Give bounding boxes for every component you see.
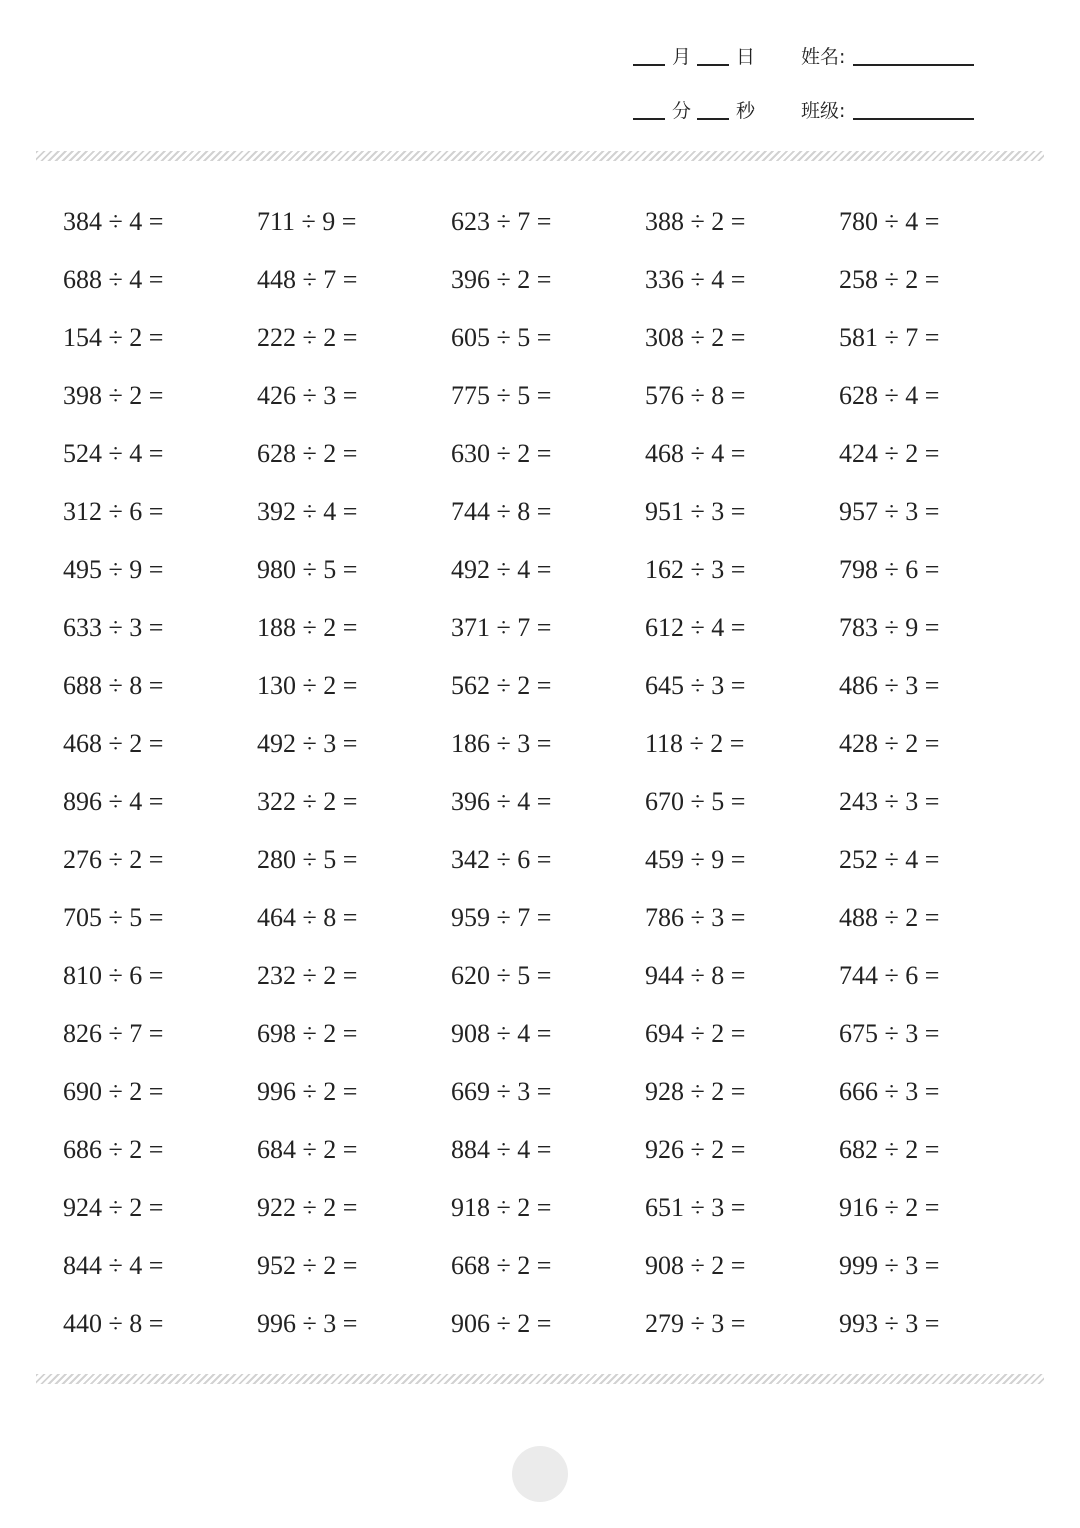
division-problem: 186 ÷ 3 = xyxy=(451,729,552,758)
division-problem: 488 ÷ 2 = xyxy=(839,903,940,932)
division-problem: 952 ÷ 2 = xyxy=(257,1251,358,1280)
division-problem: 996 ÷ 2 = xyxy=(257,1077,358,1106)
division-problem: 999 ÷ 3 = xyxy=(839,1251,940,1280)
division-problem: 162 ÷ 3 = xyxy=(645,555,746,584)
division-problem: 464 ÷ 8 = xyxy=(257,903,358,932)
class-blank[interactable] xyxy=(853,118,974,120)
month-label: 月 xyxy=(672,46,692,68)
division-problem: 959 ÷ 7 = xyxy=(451,903,552,932)
division-problem: 980 ÷ 5 = xyxy=(257,555,358,584)
division-problem: 459 ÷ 9 = xyxy=(645,845,746,874)
division-problem: 690 ÷ 2 = xyxy=(63,1077,164,1106)
division-problem: 651 ÷ 3 = xyxy=(645,1193,746,1222)
name-blank[interactable] xyxy=(853,64,974,66)
division-problem: 744 ÷ 8 = xyxy=(451,497,552,526)
division-problem: 916 ÷ 2 = xyxy=(839,1193,940,1222)
day-label: 日 xyxy=(736,46,756,68)
day-blank[interactable] xyxy=(697,64,729,66)
division-problem: 744 ÷ 6 = xyxy=(839,961,940,990)
division-problem: 924 ÷ 2 = xyxy=(63,1193,164,1222)
division-problem: 786 ÷ 3 = xyxy=(645,903,746,932)
division-problem: 628 ÷ 2 = xyxy=(257,439,358,468)
division-problem: 996 ÷ 3 = xyxy=(257,1309,358,1338)
division-problem: 371 ÷ 7 = xyxy=(451,613,552,642)
division-problem: 844 ÷ 4 = xyxy=(63,1251,164,1280)
division-problem: 884 ÷ 4 = xyxy=(451,1135,552,1164)
division-problem: 908 ÷ 2 = xyxy=(645,1251,746,1280)
division-problem: 396 ÷ 2 = xyxy=(451,265,552,294)
division-problem: 705 ÷ 5 = xyxy=(63,903,164,932)
division-problem: 688 ÷ 8 = xyxy=(63,671,164,700)
division-problem: 798 ÷ 6 = xyxy=(839,555,940,584)
division-problem: 308 ÷ 2 = xyxy=(645,323,746,352)
month-blank[interactable] xyxy=(633,64,665,66)
division-problem: 581 ÷ 7 = xyxy=(839,323,940,352)
division-problem: 468 ÷ 4 = xyxy=(645,439,746,468)
division-problem: 645 ÷ 3 = xyxy=(645,671,746,700)
division-problem: 280 ÷ 5 = xyxy=(257,845,358,874)
division-problem: 926 ÷ 2 = xyxy=(645,1135,746,1164)
worksheet-header xyxy=(630,38,990,138)
division-problem: 486 ÷ 3 = xyxy=(839,671,940,700)
division-problem: 620 ÷ 5 = xyxy=(451,961,552,990)
division-problem: 957 ÷ 3 = xyxy=(839,497,940,526)
division-problem: 232 ÷ 2 = xyxy=(257,961,358,990)
division-problem: 686 ÷ 2 = xyxy=(63,1135,164,1164)
division-problem: 243 ÷ 3 = xyxy=(839,787,940,816)
division-problem: 426 ÷ 3 = xyxy=(257,381,358,410)
division-problem: 628 ÷ 4 = xyxy=(839,381,940,410)
division-problem: 826 ÷ 7 = xyxy=(63,1019,164,1048)
second-label: 秒 xyxy=(736,100,756,122)
page-indicator xyxy=(512,1446,568,1502)
division-problem: 524 ÷ 4 = xyxy=(63,439,164,468)
division-problem: 562 ÷ 2 = xyxy=(451,671,552,700)
second-blank[interactable] xyxy=(697,118,729,120)
division-problem: 951 ÷ 3 = xyxy=(645,497,746,526)
division-problem: 896 ÷ 4 = xyxy=(63,787,164,816)
division-problem: 440 ÷ 8 = xyxy=(63,1309,164,1338)
division-problem: 668 ÷ 2 = xyxy=(451,1251,552,1280)
division-problem: 922 ÷ 2 = xyxy=(257,1193,358,1222)
division-problem: 388 ÷ 2 = xyxy=(645,207,746,236)
division-problem: 428 ÷ 2 = xyxy=(839,729,940,758)
division-problem: 711 ÷ 9 = xyxy=(257,207,357,236)
division-problem: 468 ÷ 2 = xyxy=(63,729,164,758)
division-problem: 944 ÷ 8 = xyxy=(645,961,746,990)
division-problem: 908 ÷ 4 = xyxy=(451,1019,552,1048)
division-problem: 682 ÷ 2 = xyxy=(839,1135,940,1164)
division-problem: 993 ÷ 3 = xyxy=(839,1309,940,1338)
division-problem: 630 ÷ 2 = xyxy=(451,439,552,468)
division-problem: 342 ÷ 6 = xyxy=(451,845,552,874)
division-problem: 783 ÷ 9 = xyxy=(839,613,940,642)
division-problem: 384 ÷ 4 = xyxy=(63,207,164,236)
division-problem: 492 ÷ 4 = xyxy=(451,555,552,584)
division-problem: 605 ÷ 5 = xyxy=(451,323,552,352)
division-problem: 669 ÷ 3 = xyxy=(451,1077,552,1106)
division-problem: 698 ÷ 2 = xyxy=(257,1019,358,1048)
division-problem: 448 ÷ 7 = xyxy=(257,265,358,294)
division-problem: 623 ÷ 7 = xyxy=(451,207,552,236)
division-problem: 258 ÷ 2 = xyxy=(839,265,940,294)
division-problem: 130 ÷ 2 = xyxy=(257,671,358,700)
division-problem: 312 ÷ 6 = xyxy=(63,497,164,526)
division-problem: 612 ÷ 4 = xyxy=(645,613,746,642)
division-problem: 906 ÷ 2 = xyxy=(451,1309,552,1338)
division-problem: 492 ÷ 3 = xyxy=(257,729,358,758)
division-problem: 398 ÷ 2 = xyxy=(63,381,164,410)
minute-blank[interactable] xyxy=(633,118,665,120)
division-problem: 424 ÷ 2 = xyxy=(839,439,940,468)
division-problem-grid xyxy=(63,196,1043,1356)
division-problem: 918 ÷ 2 = xyxy=(451,1193,552,1222)
division-problem: 684 ÷ 2 = xyxy=(257,1135,358,1164)
division-problem: 396 ÷ 4 = xyxy=(451,787,552,816)
division-problem: 780 ÷ 4 = xyxy=(839,207,940,236)
division-problem: 154 ÷ 2 = xyxy=(63,323,164,352)
name-label: 姓名: xyxy=(801,46,846,68)
division-problem: 775 ÷ 5 = xyxy=(451,381,552,410)
division-problem: 392 ÷ 4 = xyxy=(257,497,358,526)
division-problem: 252 ÷ 4 = xyxy=(839,845,940,874)
division-problem: 666 ÷ 3 = xyxy=(839,1077,940,1106)
division-problem: 336 ÷ 4 = xyxy=(645,265,746,294)
class-label: 班级: xyxy=(801,100,846,122)
bottom-divider xyxy=(36,1374,1044,1384)
division-problem: 928 ÷ 2 = xyxy=(645,1077,746,1106)
division-problem: 688 ÷ 4 = xyxy=(63,265,164,294)
division-problem: 222 ÷ 2 = xyxy=(257,323,358,352)
top-divider xyxy=(36,151,1044,161)
division-problem: 670 ÷ 5 = xyxy=(645,787,746,816)
division-problem: 118 ÷ 2 = xyxy=(645,729,745,758)
division-problem: 694 ÷ 2 = xyxy=(645,1019,746,1048)
division-problem: 675 ÷ 3 = xyxy=(839,1019,940,1048)
minute-label: 分 xyxy=(672,100,692,122)
time-class-row xyxy=(630,92,990,128)
division-problem: 279 ÷ 3 = xyxy=(645,1309,746,1338)
division-problem: 276 ÷ 2 = xyxy=(63,845,164,874)
division-problem: 322 ÷ 2 = xyxy=(257,787,358,816)
division-problem: 810 ÷ 6 = xyxy=(63,961,164,990)
division-problem: 576 ÷ 8 = xyxy=(645,381,746,410)
division-problem: 495 ÷ 9 = xyxy=(63,555,164,584)
division-problem: 188 ÷ 2 = xyxy=(257,613,358,642)
division-problem: 633 ÷ 3 = xyxy=(63,613,164,642)
date-name-row xyxy=(630,38,990,74)
